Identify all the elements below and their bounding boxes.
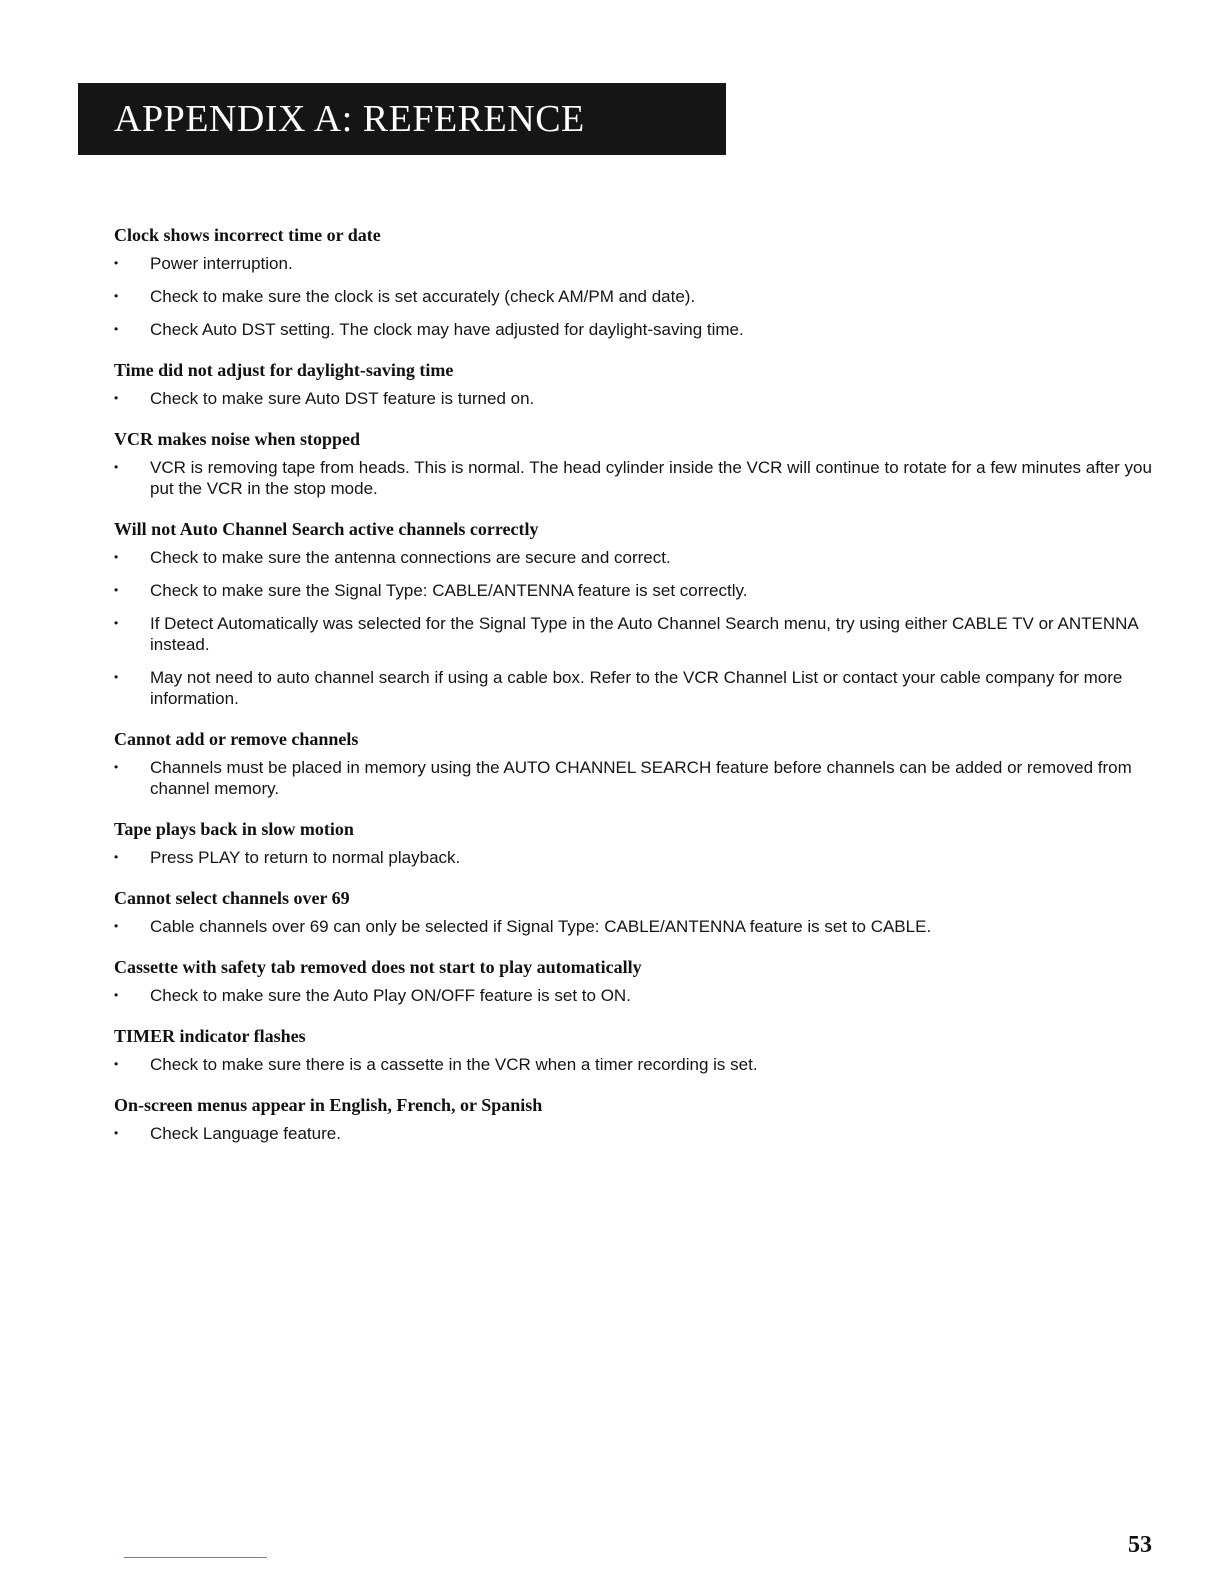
bullet-list	[114, 457, 1154, 499]
page-number: 53	[1128, 1532, 1152, 1558]
section-heading: Cassette with safety tab removed does not start to play automatically	[114, 957, 642, 977]
bullet-item: • Check Language feature.	[114, 1123, 1154, 1144]
bullet-list	[114, 1123, 1154, 1144]
troubleshooting-section	[114, 885, 1154, 937]
bullet-list	[114, 985, 1154, 1006]
section-heading: Cannot add or remove channels	[114, 729, 359, 749]
bullet-item: • Check Auto DST setting. The clock may have adjusted for daylight-saving time.	[114, 319, 1154, 340]
section-heading: Will not Auto Channel Search active channels correctly	[114, 519, 539, 539]
section-heading: TIMER indicator flashes	[114, 1026, 306, 1046]
troubleshooting-section	[114, 816, 1154, 868]
troubleshooting-section	[114, 726, 1154, 799]
bullet-item: • Check to make sure there is a cassette in the VCR when a timer recording is set.	[114, 1054, 1154, 1075]
bullet-item: • Check to make sure the Auto Play ON/OFF feature is set to ON.	[114, 985, 1154, 1006]
bullet-list	[114, 388, 1154, 409]
bullet-item: • Check to make sure the Signal Type: CABLE/ANTENNA feature is set correctly.	[114, 580, 1154, 601]
bullet-item: • Check to make sure the antenna connections are secure and correct.	[114, 547, 1154, 568]
footer-rule	[124, 1557, 267, 1558]
troubleshooting-section	[114, 357, 1154, 409]
bullet-item: • Channels must be placed in memory using the AUTO CHANNEL SEARCH feature before channels can be added or removed from channel memory.	[114, 757, 1154, 799]
section-heading: VCR makes noise when stopped	[114, 429, 361, 449]
bullet-item: • Check to make sure Auto DST feature is turned on.	[114, 388, 1154, 409]
bullet-list	[114, 547, 1154, 709]
section-heading: Clock shows incorrect time or date	[114, 225, 381, 245]
troubleshooting-section	[114, 516, 1154, 709]
bullet-list	[114, 1054, 1154, 1075]
troubleshooting-section	[114, 426, 1154, 499]
bullet-list	[114, 757, 1154, 799]
troubleshooting-section	[114, 1092, 1154, 1144]
bullet-list	[114, 847, 1154, 868]
bullet-item: • Power interruption.	[114, 253, 1154, 274]
bullet-item: • If Detect Automatically was selected for the Signal Type in the Auto Channel Search menu, try using either CABLE TV or ANTENNA instead.	[114, 613, 1154, 655]
bullet-list	[114, 253, 1154, 340]
bullet-item: • Check to make sure the clock is set accurately (check AM/PM and date).	[114, 286, 1154, 307]
troubleshooting-content	[114, 222, 1154, 1161]
bullet-item: • Cable channels over 69 can only be selected if Signal Type: CABLE/ANTENNA feature is set to CABLE.	[114, 916, 1154, 937]
section-heading: Cannot select channels over 69	[114, 888, 350, 908]
troubleshooting-section	[114, 222, 1154, 340]
bullet-item: • Press PLAY to return to normal playback.	[114, 847, 1154, 868]
section-heading: Time did not adjust for daylight-saving time	[114, 360, 454, 380]
section-heading: On-screen menus appear in English, French, or Spanish	[114, 1095, 543, 1115]
troubleshooting-section	[114, 1023, 1154, 1075]
bullet-item: • VCR is removing tape from heads. This is normal. The head cylinder inside the VCR will continue to rotate for a few minutes after you put the VCR in the stop mode.	[114, 457, 1154, 499]
header-band	[78, 83, 726, 155]
section-heading: Tape plays back in slow motion	[114, 819, 354, 839]
page-title: APPENDIX A: REFERENCE	[114, 98, 585, 140]
bullet-list	[114, 916, 1154, 937]
troubleshooting-section	[114, 954, 1154, 1006]
bullet-item: • May not need to auto channel search if using a cable box. Refer to the VCR Channel List or contact your cable company for more information.	[114, 667, 1154, 709]
